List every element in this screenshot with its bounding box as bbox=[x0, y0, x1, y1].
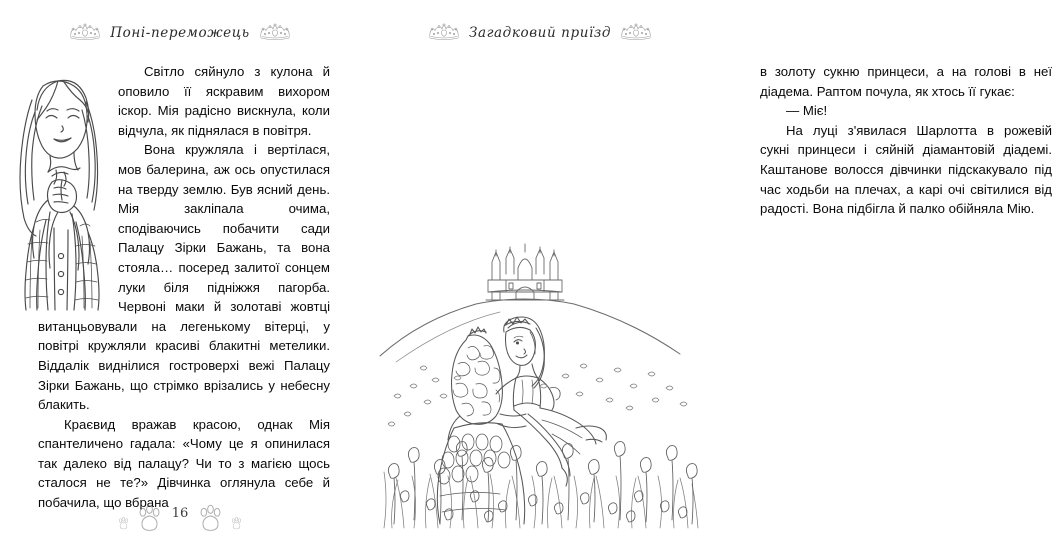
paragraph: Вона кружляла і вертілася, мов балерина, аж ось опустилася на тверду землю. Був ясний день. Мія закліпала очима, сподіваючись побачити сади Палацу Зірки Бажань, та вона стояла… посеред залитої сонцем луки біля підніжжя пагорба. Червоні маки й золотаві жовтці витанцьовували на легенькому вітерці, у повітрі кружляли красиві блакитні метелики. Віддалік виднілися гостроверхі вежі Палацу Зірки Бажань, що стрімко врізались у небесну блакить. bbox=[38, 142, 330, 413]
paw-print-icon bbox=[231, 517, 242, 530]
girl-mia-figure bbox=[496, 317, 606, 486]
running-head-right bbox=[360, 18, 720, 48]
castle-icon bbox=[486, 244, 564, 300]
two-girls-hugging-in-meadow-with-castle-illustration bbox=[380, 228, 700, 528]
page-right bbox=[360, 0, 1052, 554]
floating-petals bbox=[388, 364, 687, 426]
paw-print-icon bbox=[118, 517, 129, 530]
dialogue-line: — Міє! bbox=[786, 103, 828, 119]
page-number: 16 bbox=[171, 505, 189, 521]
girl-charlotte-figure bbox=[437, 327, 526, 524]
body-text-left bbox=[38, 62, 330, 513]
page-footer-left bbox=[0, 498, 360, 538]
paragraph: Світло сяйнуло з кулона й оповило її яскравим вихором іскор. Мія радісно вискнула, коли відчула, як піднялася в повітря. bbox=[118, 64, 330, 138]
paragraph: Краєвид вражав красою, однак Мія спантеличено гадала: «Чому це я опинилася так далеко від палацу? Чи то з магією щось сталося не те?» Дівчинка оглянула себе й побачила, що вбрана bbox=[38, 416, 330, 511]
girl-holding-pendant-illustration bbox=[2, 60, 110, 312]
page-left bbox=[0, 0, 360, 554]
tiara-icon bbox=[68, 23, 102, 43]
paw-print-icon bbox=[138, 505, 161, 532]
meadow-scene-drawing bbox=[380, 228, 700, 528]
running-head-title: Поні-переможець bbox=[110, 25, 250, 41]
paw-print-icon bbox=[199, 505, 222, 532]
running-head-left bbox=[0, 18, 360, 48]
tiara-icon bbox=[427, 23, 461, 43]
running-head-title: Загадковий приїзд bbox=[468, 25, 612, 41]
body-text-right bbox=[760, 62, 1052, 219]
grass bbox=[384, 472, 698, 528]
paragraph: На луці з'явилася Шарлотта в рожевій сукні принцеси і сяйній діамантовій діадемі. Каштанове волосся дівчинки підскакувало під час ходьби на плечах, а карі очі світилися від радості. Вона підбігла й палко обійняла Мію. bbox=[760, 122, 1052, 217]
tiara-icon bbox=[619, 23, 653, 43]
meadow-flowers bbox=[388, 442, 697, 524]
paragraph: в золоту сукню принцеси, а на голові в неї діадема. Раптом почула, як хтось її гукає: bbox=[760, 64, 1052, 99]
tiara-icon bbox=[258, 23, 292, 43]
